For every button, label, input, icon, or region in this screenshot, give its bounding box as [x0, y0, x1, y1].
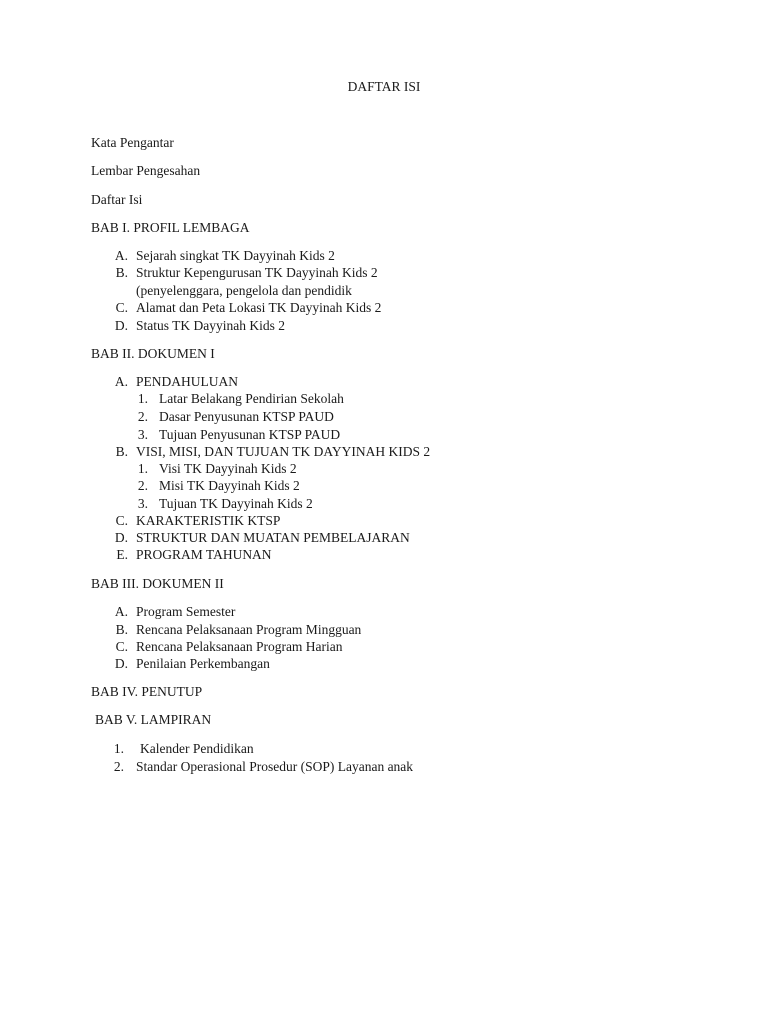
sublist-marker: 1.	[137, 391, 148, 406]
sublist-marker: 3.	[137, 496, 148, 511]
sublist-item: Tujuan TK Dayyinah Kids 2	[159, 496, 313, 511]
list-marker: D.	[114, 318, 128, 333]
chapter-heading-bab-1: BAB I. PROFIL LEMBAGA	[91, 220, 250, 235]
list-item: KARAKTERISTIK KTSP	[136, 513, 281, 528]
list-marker: A.	[114, 248, 128, 263]
sublist-item: Tujuan Penyusunan KTSP PAUD	[159, 427, 341, 442]
list-item-continuation: (penyelenggara, pengelola dan pendidik	[136, 283, 352, 298]
list-item: Rencana Pelaksanaan Program Mingguan	[136, 622, 362, 637]
list-marker: C.	[115, 639, 128, 654]
list-marker: B.	[115, 265, 128, 280]
sublist-marker: 1.	[137, 461, 148, 476]
toc-entry-lembar-pengesahan: Lembar Pengesahan	[91, 163, 201, 178]
list-marker: B.	[115, 622, 128, 637]
list-item: Rencana Pelaksanaan Program Harian	[136, 639, 343, 654]
sublist-marker: 2.	[137, 478, 148, 493]
list-marker: 2.	[113, 759, 124, 774]
list-marker: E.	[116, 547, 128, 562]
list-marker: A.	[114, 374, 128, 389]
list-item: Sejarah singkat TK Dayyinah Kids 2	[136, 248, 335, 263]
sublist-item: Visi TK Dayyinah Kids 2	[159, 461, 297, 476]
sublist-item: Latar Belakang Pendirian Sekolah	[159, 391, 344, 406]
chapter-heading-bab-2: BAB II. DOKUMEN I	[91, 346, 215, 361]
list-marker: D.	[114, 656, 128, 671]
list-item: VISI, MISI, DAN TUJUAN TK DAYYINAH KIDS 2	[136, 444, 431, 459]
list-item: PENDAHULUAN	[136, 374, 238, 389]
list-item: Kalender Pendidikan	[140, 741, 254, 756]
list-item: Alamat dan Peta Lokasi TK Dayyinah Kids 2	[136, 300, 382, 315]
toc-entry-daftar-isi: Daftar Isi	[91, 192, 143, 207]
sublist-marker: 2.	[137, 409, 148, 424]
list-marker: D.	[114, 530, 128, 545]
list-item: PROGRAM TAHUNAN	[136, 547, 272, 562]
list-marker: A.	[114, 604, 128, 619]
page-title: DAFTAR ISI	[347, 79, 421, 94]
chapter-heading-bab-5: BAB V. LAMPIRAN	[95, 712, 212, 727]
list-item: Status TK Dayyinah Kids 2	[136, 318, 285, 333]
list-marker: C.	[115, 513, 128, 528]
chapter-heading-bab-4: BAB IV. PENUTUP	[91, 684, 203, 699]
list-item: STRUKTUR DAN MUATAN PEMBELAJARAN	[136, 530, 410, 545]
sublist-item: Misi TK Dayyinah Kids 2	[159, 478, 300, 493]
list-marker: 1.	[113, 741, 124, 756]
list-item: Penilaian Perkembangan	[136, 656, 270, 671]
list-marker: C.	[115, 300, 128, 315]
list-item: Program Semester	[136, 604, 236, 619]
toc-entry-kata-pengantar: Kata Pengantar	[91, 135, 174, 150]
sublist-item: Dasar Penyusunan KTSP PAUD	[159, 409, 334, 424]
list-item: Struktur Kepengurusan TK Dayyinah Kids 2	[136, 265, 378, 280]
list-marker: B.	[115, 444, 128, 459]
chapter-heading-bab-3: BAB III. DOKUMEN II	[91, 576, 224, 591]
list-item: Standar Operasional Prosedur (SOP) Layanan anak	[136, 759, 414, 774]
sublist-marker: 3.	[137, 427, 148, 442]
